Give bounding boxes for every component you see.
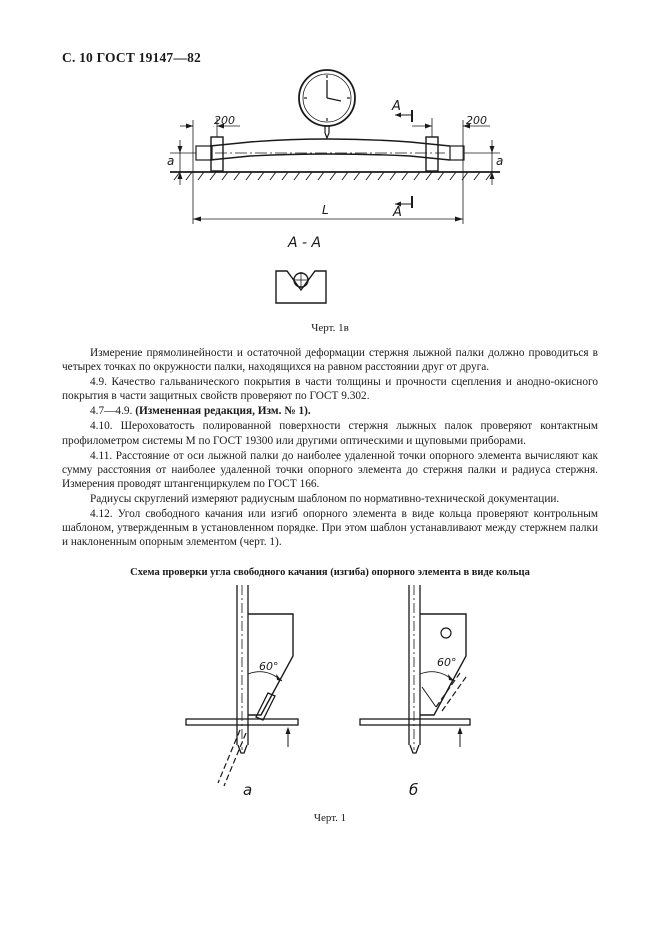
scheme-drawing (0, 585, 661, 815)
paragraph-measurement: Измерение прямолинейности и остаточной деформации стержня лыжной палки должно проводиться в четырех точках по окружности палки, находящихся на равном расстоянии друг от друга. (62, 347, 598, 374)
dim-a-left: a (167, 154, 175, 168)
angle-label-b: 60° (437, 656, 457, 669)
paragraph-4-10: 4.10. Шероховатость полированной поверхности стержня лыжных палок проверяют контактным профилометром системы М по ГОСТ 19300 или другими оптическими и щуповыми приборами. (62, 420, 598, 447)
template-hole-icon (441, 628, 451, 638)
variant-label-a: а (243, 781, 253, 799)
paragraph-amendment (62, 404, 598, 418)
dim-l: L (322, 203, 329, 217)
dim-a-right: a (496, 154, 504, 168)
dim-200-right: 200 (466, 114, 487, 127)
section-view-title: A - A (288, 235, 322, 251)
dim-200-left: 200 (214, 114, 235, 127)
body-text (62, 346, 598, 549)
section-mark-top: A (392, 99, 401, 114)
figure-1v-caption: Черт. 1в (311, 322, 349, 334)
variant-label-b: б (409, 781, 419, 799)
paragraph-4-11: 4.11. Расстояние от оси лыжной палки до наиболее удаленной точки опорного элемента вычисляют как сумму расстояния от наиболее удаленной точки опорного элемента до стержня палки и радиуса стержня. Измерения проводят штангенциркулем по ГОСТ 166. (62, 449, 598, 490)
page-header: С. 10 ГОСТ 19147—82 (62, 50, 201, 65)
amendment-note: (Измененная редакция, Изм. № 1). (135, 405, 311, 418)
section-mark-bottom: A (393, 205, 402, 220)
amendment-number: 4.7—4.9. (90, 405, 133, 418)
angle-label-a: 60° (259, 660, 279, 673)
scheme-title: Схема проверки угла свободного качания (изгиба) опорного элемента в виде кольца (130, 567, 530, 578)
paragraph-radii: Радиусы скруглений измеряют радиусным шаблоном по нормативно-технической документации. (90, 492, 560, 505)
scheme-caption: Черт. 1 (313, 812, 347, 824)
paragraph-4-12: 4.12. Угол свободного качания или изгиб опорного элемента в виде кольца проверяют контрольным шаблоном, утвержденным в установленном порядке. При этом шаблон устанавливают между стержнем палки и наклоненным опорным элементом (черт. 1). (62, 508, 598, 549)
paragraph-4-9: 4.9. Качество гальванического покрытия в части толщины и прочности сцепления и анодно-окисного покрытия в части защитных свойств проверяют по ГОСТ 9.302. (62, 376, 598, 403)
figure-1v-drawing (0, 0, 661, 320)
